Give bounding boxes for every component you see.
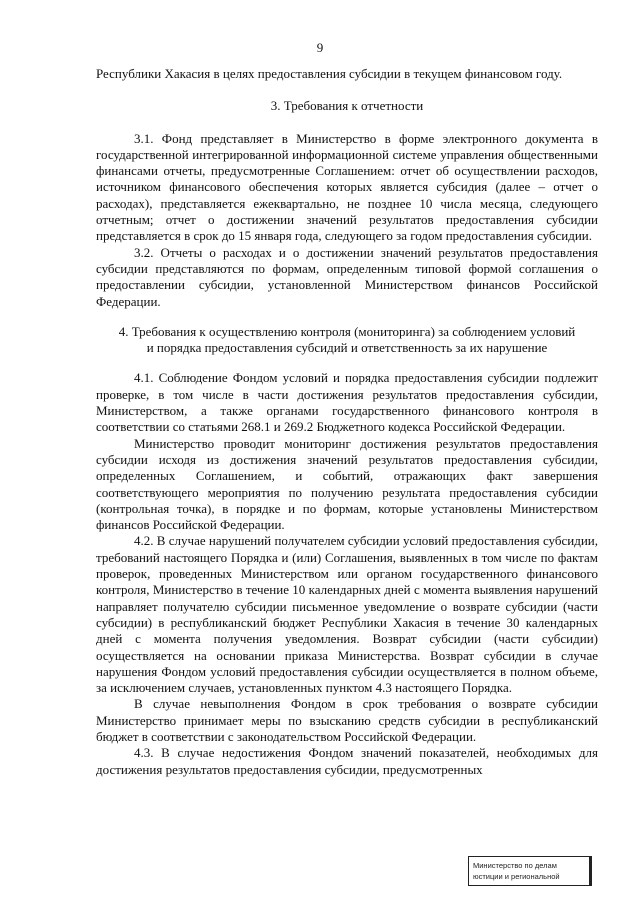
- paragraph-monitoring: Министерство проводит мониторинг достижения результатов предоставления субсидии исходя из достижения значений результатов предоставления субсидии, определенных Соглашением, и событий, отражающих факт завершения соответствующего мероприятия по получению результата предоставления субсидии (контрольная точка), в порядке и по формам, которые установлены Министерством финансов Российской Федерации.: [96, 435, 598, 533]
- opening-paragraph: Республики Хакасия в целях предоставления субсидии в текущем финансовом году.: [96, 66, 563, 81]
- document-body: [96, 66, 598, 778]
- stamp-line-2: юстиции и региональной: [473, 872, 560, 881]
- section-3-heading: 3. Требования к отчетности: [270, 98, 424, 114]
- stamp-line-1: Министерство по делам: [473, 861, 557, 870]
- paragraph-recovery: В случае невыполнения Фондом в срок требования о возврате субсидии Министерство принимает меры по взысканию средств субсидии в республиканский бюджет в соответствии с законодательством Российской Федерации.: [96, 696, 598, 744]
- section-4-heading-line-1: 4. Требования к осуществлению контроля (мониторинга) за соблюдением условий: [118, 323, 576, 339]
- section-4-heading-line-2: и порядка предоставления субсидий и ответственность за их нарушение: [146, 340, 548, 356]
- registration-stamp: [468, 856, 592, 886]
- paragraph-3-2: 3.2. Отчеты о расходах и о достижении значений результатов предоставления субсидии представляются по формам, определенным типовой формой соглашения о предоставлении субсидии, установленной Министерством финансов Российской Федерации.: [96, 244, 598, 309]
- paragraph-4-1: 4.1. Соблюдение Фондом условий и порядка предоставления субсидии подлежит проверке, в том числе в части достижения результатов предоставления субсидии, Министерством, а также органами государственного финансового контроля в соответствии со статьями 268.1 и 269.2 Бюджетного кодекса Российской Федерации.: [96, 370, 598, 435]
- paragraph-3-1: 3.1. Фонд представляет в Министерство в форме электронного документа в государственной интегрированной информационной системе управления общественными финансами отчеты, предусмотренные Соглашением: отчет об осуществлении расходов, источником финансового обеспечения которых является субсидия (далее – отчет о расходах), представляется ежеквартально, не позднее 10 числа месяца, следующего отчетным; отчет о достижении значений результатов предоставления субсидии представляется в срок до 15 января года, следующего за годом предоставления субсидии.: [96, 130, 598, 244]
- paragraph-4-2: 4.2. В случае нарушений получателем субсидии условий предоставления субсидии, требований настоящего Порядка и (или) Соглашения, выявленных в том числе по фактам проверок, проведенных Министерством или органом государственного финансового контроля, Министерство в течение 10 календарных дней с момента выявления нарушений направляет получателю субсидии письменное уведомление о возврате субсидии (части субсидии) в республиканский бюджет Республики Хакасия в течение 30 календарных дней с момента получения уведомления. Возврат субсидии (части субсидии) осуществляется на основании приказа Министерства. Возврат субсидии в случае нарушения Фондом условий предоставления субсидии осуществляется в полном объеме, за исключением случаев, установленных пунктом 4.3 настоящего Порядка.: [96, 533, 598, 696]
- page-number: 9: [316, 40, 324, 55]
- paragraph-4-3: 4.3. В случае недостижения Фондом значений показателей, необходимых для достижения результатов предоставления субсидии, предусмотренных: [96, 745, 598, 777]
